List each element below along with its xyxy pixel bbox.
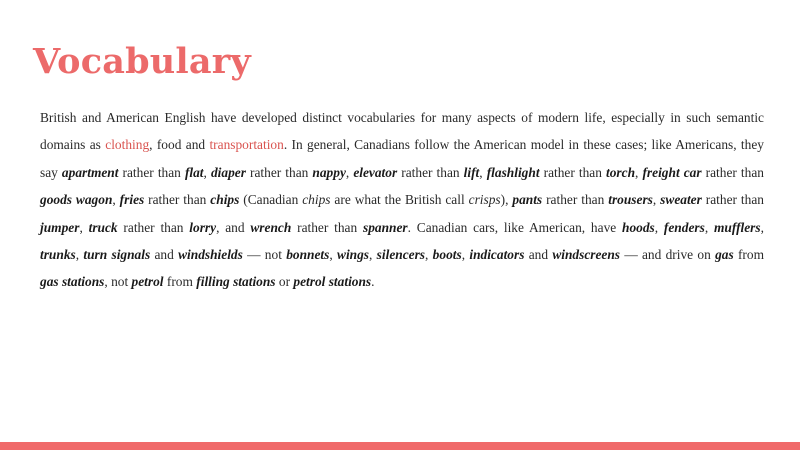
text-run: and — [150, 247, 179, 263]
term-bonnets: bonnets — [286, 247, 330, 263]
term-spanner: spanner — [362, 219, 408, 235]
text-run: , — [652, 192, 661, 208]
term-torch: torch — [606, 164, 636, 180]
text-run: , — [425, 247, 433, 263]
term-clothing: clothing — [105, 137, 150, 153]
text-run: . — [371, 274, 375, 290]
term-petrol: petrol — [131, 274, 164, 290]
text-run: , food and — [149, 137, 210, 153]
text-run: rather than — [144, 192, 211, 208]
term-trousers: trousers — [608, 192, 653, 208]
text-run: rather than — [245, 164, 313, 180]
term-trunks: trunks — [40, 247, 76, 263]
term-gas: gas — [715, 247, 734, 263]
text-run: , — [203, 164, 211, 180]
text-run: , — [75, 247, 84, 263]
term-windscreens: windscreens — [552, 247, 621, 263]
text-run: ), — [500, 192, 513, 208]
term-petrol-stations: petrol stations — [293, 274, 372, 290]
term-wrench: wrench — [250, 219, 292, 235]
text-run: rather than — [542, 192, 609, 208]
slide-title: Vocabulary — [33, 41, 251, 82]
term-apartment: apartment — [61, 164, 119, 180]
text-run: , — [369, 247, 377, 263]
term-lift: lift — [463, 164, 480, 180]
term-transportation: transportation — [209, 137, 284, 153]
text-run: , and — [216, 219, 251, 235]
term-goods-wagon: goods wagon — [40, 192, 113, 208]
text-run: or — [275, 274, 294, 290]
text-run: from — [733, 247, 765, 263]
text-run: . In general, Canadians follow the American model in these cases; like Americans, they say — [40, 137, 764, 180]
text-run: British and American English have developed distinct vocabularies for many aspects of modern life, especially in such semantic domains as — [40, 110, 764, 153]
text-run: , — [760, 219, 764, 235]
text-run: , — [345, 164, 354, 180]
text-run: rather than — [701, 164, 764, 180]
term-turn-signals: turn signals — [83, 247, 151, 263]
term-diaper: diaper — [210, 164, 246, 180]
term-chips-italic: chips — [302, 192, 331, 208]
term-jumper: jumper — [40, 219, 80, 235]
text-run: rather than — [117, 219, 190, 235]
term-hoods: hoods — [622, 219, 655, 235]
term-lorry: lorry — [189, 219, 217, 235]
term-silencers: silencers — [376, 247, 426, 263]
text-run: rather than — [701, 192, 764, 208]
text-run: and — [524, 247, 553, 263]
term-chips: chips — [210, 192, 240, 208]
text-run: from — [163, 274, 197, 290]
term-windshields: windshields — [178, 247, 243, 263]
term-boots: boots — [432, 247, 462, 263]
term-flat: flat — [184, 164, 204, 180]
footer-accent-bar — [0, 442, 800, 450]
term-fenders: fenders — [663, 219, 705, 235]
text-run: , — [654, 219, 664, 235]
text-run: rather than — [539, 164, 607, 180]
text-run: rather than — [118, 164, 185, 180]
term-gas-stations: gas stations — [40, 274, 105, 290]
text-run: rather than — [397, 164, 464, 180]
text-run: , not — [104, 274, 132, 290]
text-run: are what the British call — [330, 192, 469, 208]
term-freight-car: freight car — [642, 164, 702, 180]
text-run: , — [704, 219, 714, 235]
text-run: rather than — [291, 219, 363, 235]
vocabulary-paragraph — [40, 104, 764, 296]
term-flashlight: flashlight — [486, 164, 540, 180]
term-indicators: indicators — [469, 247, 525, 263]
text-run: , — [329, 247, 338, 263]
term-sweater: sweater — [660, 192, 702, 208]
text-run: — and drive on — [620, 247, 716, 263]
term-truck: truck — [88, 219, 118, 235]
term-fries: fries — [119, 192, 145, 208]
term-crisps: crisps — [468, 192, 501, 208]
text-run: , — [461, 247, 470, 263]
text-run: , — [79, 219, 89, 235]
text-run: — not — [242, 247, 287, 263]
text-run: , — [635, 164, 643, 180]
text-run: , — [112, 192, 120, 208]
term-nappy: nappy — [312, 164, 346, 180]
text-run: . Canadian cars, like American, have — [407, 219, 622, 235]
term-elevator: elevator — [353, 164, 398, 180]
text-run: , — [479, 164, 487, 180]
text-run: (Canadian — [239, 192, 303, 208]
term-filling-stations: filling stations — [196, 274, 276, 290]
term-wings: wings — [337, 247, 370, 263]
term-mufflers: mufflers — [713, 219, 761, 235]
term-pants: pants — [512, 192, 543, 208]
